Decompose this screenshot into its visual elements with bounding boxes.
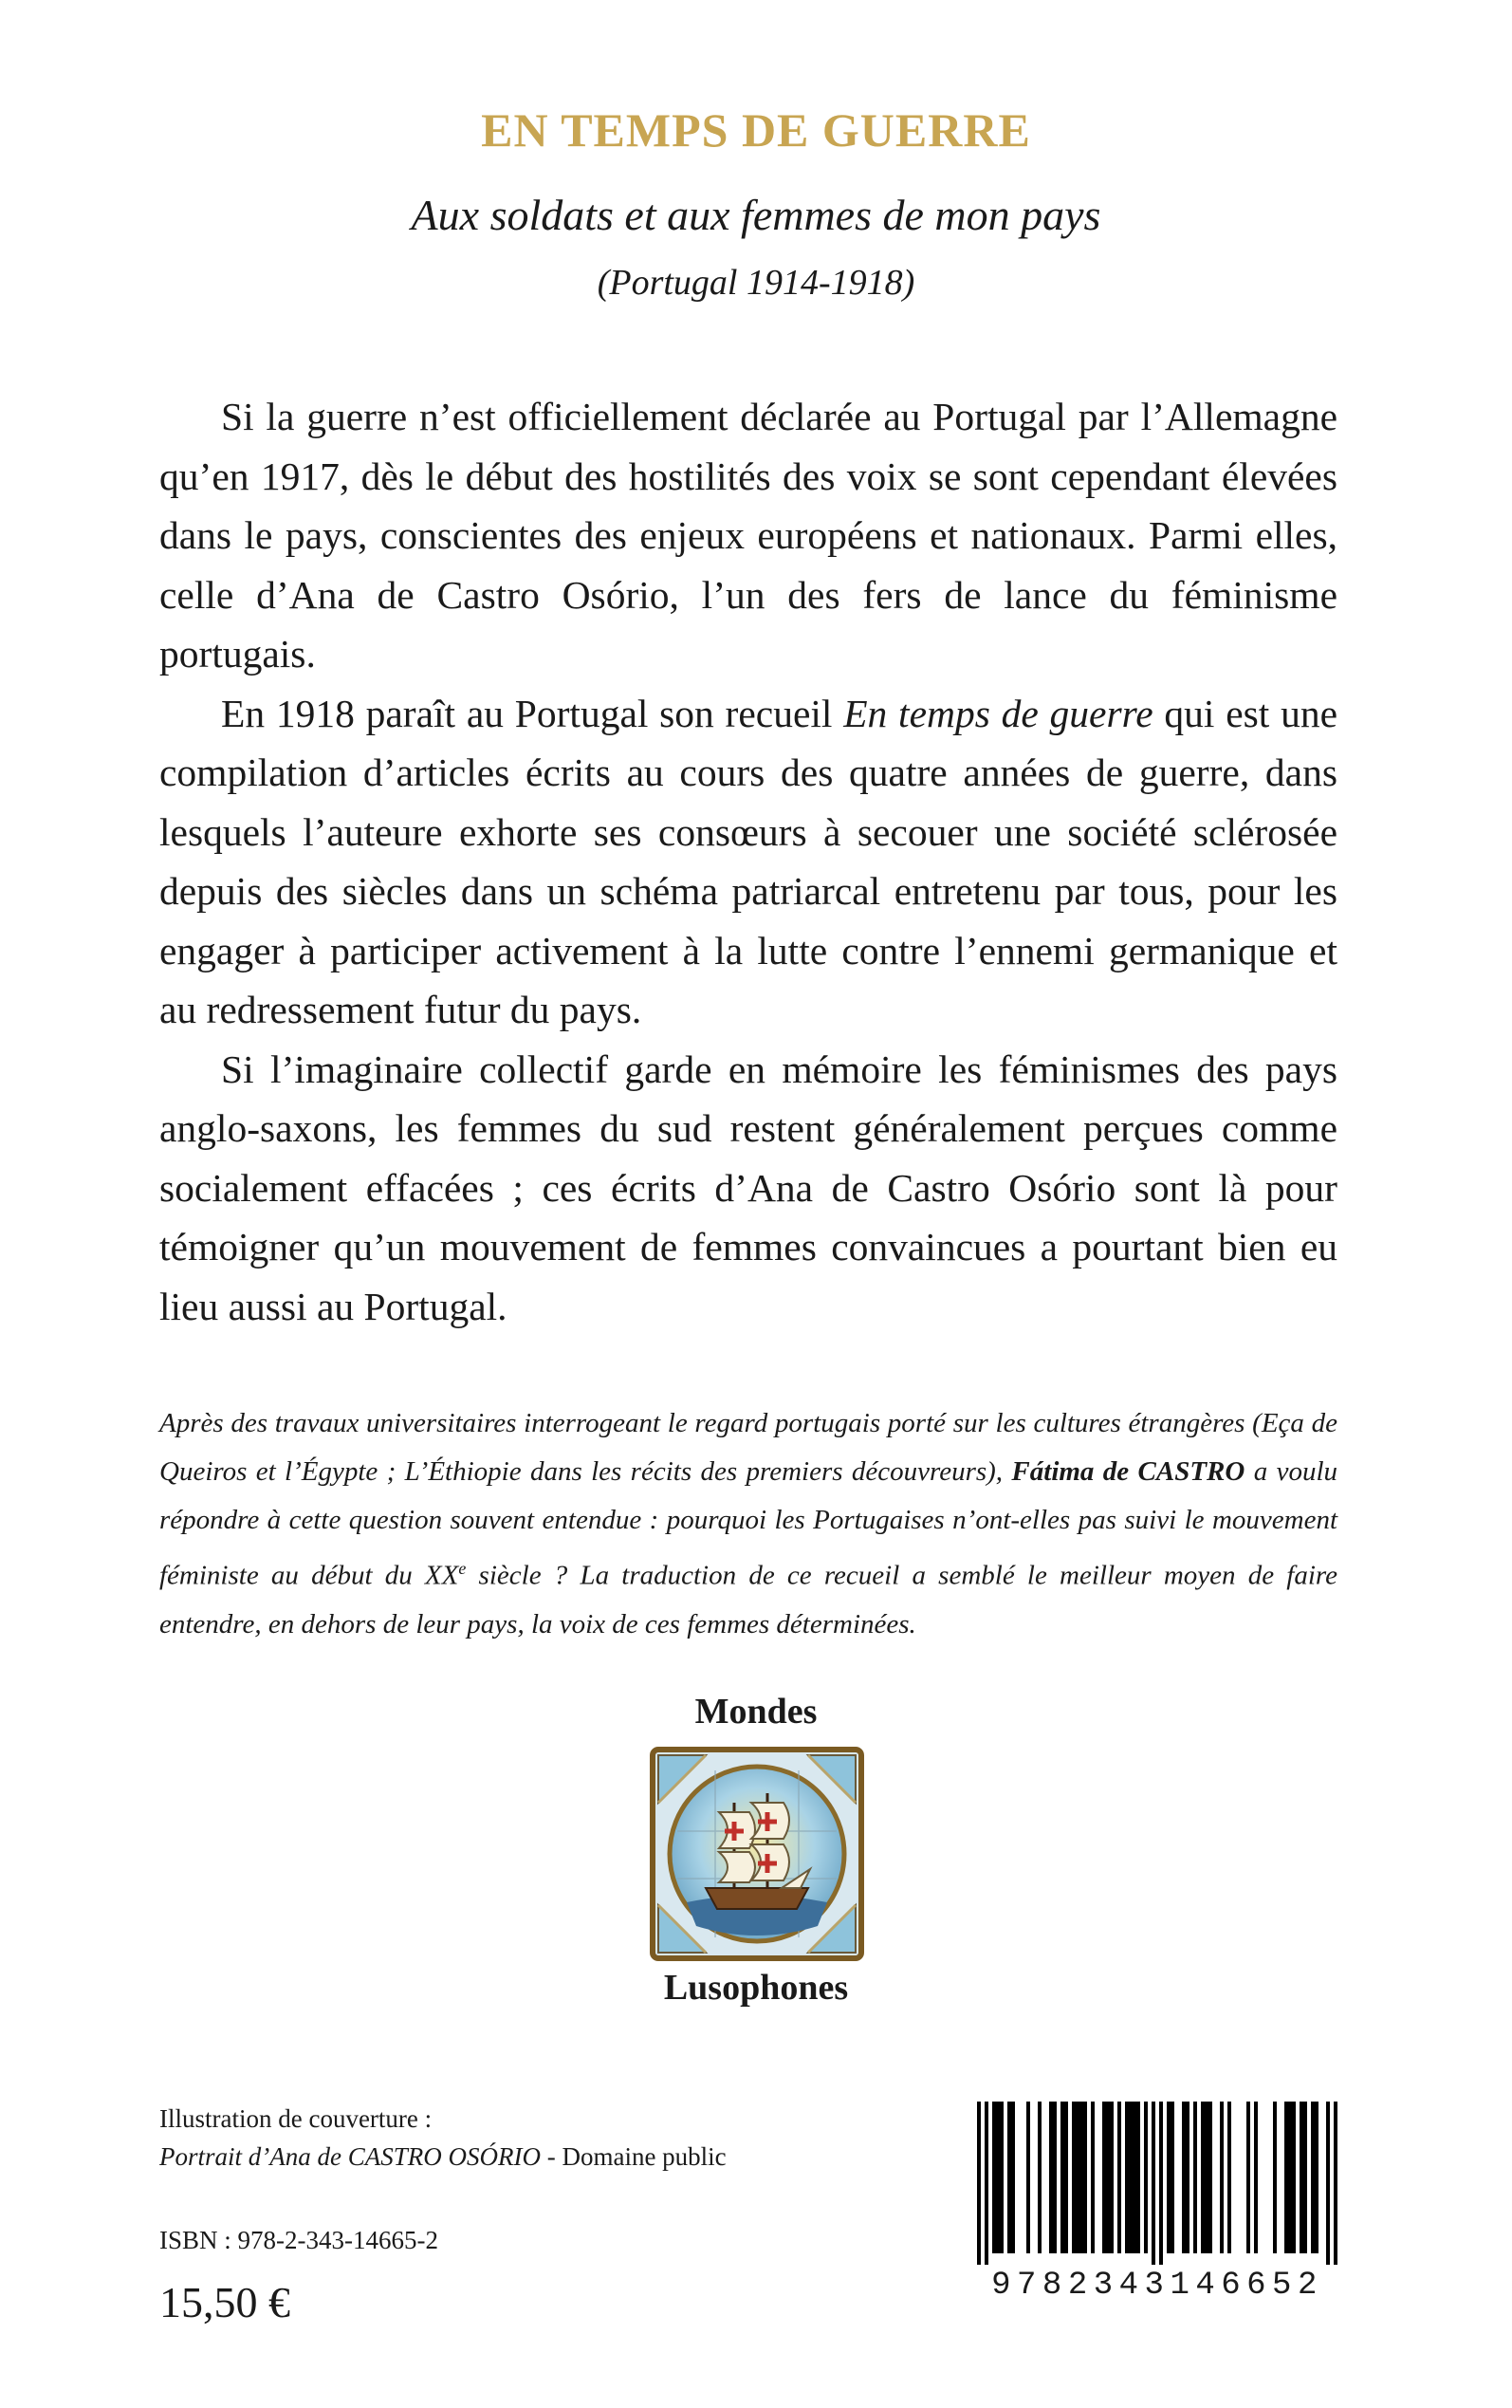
barcode-bar <box>1246 2102 1250 2253</box>
barcode-bar <box>1125 2102 1129 2253</box>
bio-part-1: Après des travaux universitaires interrogeant le regard portugais porté sur les cultures étrangères (Eça de Queiros et l’Égypte ; L’Éthiopie dans les récits des premiers découvreurs), <box>159 1408 1337 1487</box>
bio-part-3: siècle ? La traduction de ce recueil a semblé le meilleur moyen de faire entendre, en dehors de leur pays, la voix de ces femmes déterminées. <box>159 1560 1337 1639</box>
price: 15,50 € <box>159 2278 290 2326</box>
summary-paragraph-2 <box>159 684 1337 1040</box>
barcode-bar <box>1182 2102 1186 2253</box>
barcode-bar <box>1091 2102 1095 2253</box>
collection-name-bottom: Lusophones <box>663 1968 849 2008</box>
barcode-bar <box>1167 2102 1171 2253</box>
barcode-bar <box>1129 2102 1133 2253</box>
back-cover-summary <box>159 387 1337 1336</box>
isbn: ISBN : 978-2-343-14665-2 <box>159 2226 438 2254</box>
summary-paragraph-1: Si la guerre n’est officiellement déclarée au Portugal par l’Allemagne qu’en 1917, dès le début des hostilités des voix se sont cependant élevées dans le pays, conscientes des enjeux européens et nationaux. Parmi elles, celle d’Ana de Castro Osório, l’un des fers de lance du féminisme portugais. <box>159 395 1337 676</box>
barcode-bar <box>1284 2102 1288 2253</box>
barcode-bar <box>1060 2102 1064 2253</box>
barcode-bar <box>1205 2102 1208 2253</box>
barcode-bar <box>1076 2102 1079 2253</box>
barcode-bar <box>1326 2102 1330 2265</box>
summary-paragraph-2-start: En 1918 paraît au Portugal son recueil <box>221 691 844 735</box>
barcode-bar <box>1106 2102 1110 2253</box>
barcode-bar <box>1072 2102 1076 2253</box>
summary-paragraph-2-end: qui est une compilation d’articles écrits au cours des quatre années de guerre, dans lesquels l’auteure exhorte ses consœurs à secouer une société sclérosée depuis des siècles dans un schéma patriarcal entretenu par tous, pour les engager à participer activement à la lutte contre l’ennemi germanique et au redressement futur du pays. <box>159 691 1337 1031</box>
barcode-bar <box>1152 2102 1155 2265</box>
barcode-bar <box>1334 2102 1337 2265</box>
barcode-digits: 9782343146652 <box>991 2268 1323 2304</box>
barcode-bar <box>1208 2102 1212 2253</box>
barcode-bar <box>1064 2102 1068 2253</box>
barcode-bar <box>1292 2102 1296 2253</box>
barcode-bar <box>1227 2102 1231 2253</box>
book-period: (Portugal 1914-1918) <box>597 263 915 303</box>
barcode-bar <box>1136 2102 1140 2253</box>
barcode-bar <box>1303 2102 1307 2253</box>
barcode-bar <box>1110 2102 1114 2253</box>
barcode-bar <box>1102 2102 1106 2253</box>
illustration-rights: - Domaine public <box>540 2142 727 2171</box>
barcode-bar <box>1026 2102 1030 2253</box>
book-subtitle: Aux soldats et aux femmes de mon pays <box>411 191 1101 239</box>
barcode-bar <box>1079 2102 1083 2253</box>
barcode-bar <box>1053 2102 1057 2253</box>
illustration-label: Illustration de couverture : <box>159 2104 433 2133</box>
barcode-bar <box>1117 2102 1121 2253</box>
barcode-bar <box>1144 2102 1148 2253</box>
barcode-bar <box>1254 2102 1258 2253</box>
barcode-bar <box>1171 2102 1174 2253</box>
barcode-bar <box>1159 2102 1163 2265</box>
barcode-bar <box>1083 2102 1087 2253</box>
caravel-logo-icon <box>649 1746 865 1962</box>
book-title: EN TEMPS DE GUERRE <box>481 103 1031 157</box>
barcode-bar <box>1049 2102 1053 2253</box>
barcode-bar <box>1007 2102 1011 2253</box>
barcode-bar <box>1193 2102 1197 2253</box>
author-name: Fátima de CASTRO <box>1011 1456 1245 1487</box>
barcode-bar <box>1133 2102 1136 2253</box>
barcode-bar <box>985 2102 988 2265</box>
illustration-credit <box>159 2138 727 2176</box>
bio-part-2: a voulu répondre à cette question souvent entendue : pourquoi les Portugaises n’ont-elles pas suivi le mouvement féministe au début du XX <box>159 1456 1338 1591</box>
illustration-title: Portrait d’Ana de CASTRO OSÓRIO <box>159 2142 541 2171</box>
barcode-bar <box>1220 2102 1224 2253</box>
book-title-reference: En temps de guerre <box>843 691 1153 735</box>
barcode-bar <box>1186 2102 1189 2253</box>
barcode-bar <box>1311 2102 1315 2253</box>
barcode-bar <box>1288 2102 1292 2253</box>
barcode-bar <box>1000 2102 1004 2253</box>
barcode-bar <box>1315 2102 1318 2253</box>
barcode-bar <box>1038 2102 1042 2253</box>
barcode-bar <box>977 2102 981 2265</box>
author-bio <box>159 1399 1337 1649</box>
barcode-bar <box>1300 2102 1303 2253</box>
barcode-bar <box>996 2102 1000 2253</box>
barcode-bar <box>1273 2102 1277 2253</box>
barcode-bar <box>1011 2102 1015 2253</box>
summary-paragraph-3: Si l’imaginaire collectif garde en mémoire les féminismes des pays anglo-saxons, les femmes du sud restent généralement perçues comme socialement effacées ; ces écrits d’Ana de Castro Osório sont là pour témoigner qu’un mouvement de femmes convaincues a pourtant bien eu lieu aussi au Portugal. <box>159 1047 1337 1328</box>
collection-name-top: Mondes <box>694 1692 818 1732</box>
bio-superscript: e <box>458 1559 467 1578</box>
barcode-bar <box>992 2102 996 2253</box>
barcode-bar <box>1201 2102 1205 2253</box>
